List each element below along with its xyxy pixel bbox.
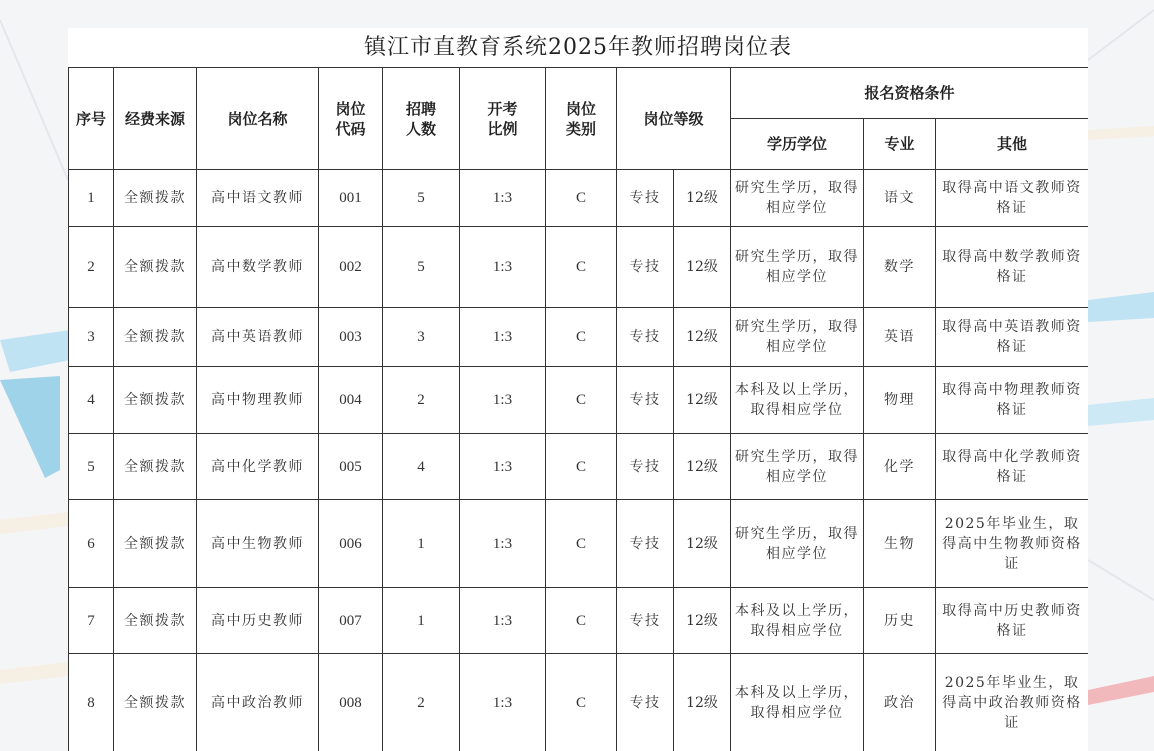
cell-level-grade: 12级 xyxy=(674,170,731,227)
cell-level-type: 专技 xyxy=(617,227,674,308)
cell-education: 研究生学历，取得相应学位 xyxy=(731,308,864,367)
cell-education: 研究生学历，取得相应学位 xyxy=(731,434,864,500)
cell-code: 001 xyxy=(319,170,383,227)
cell-hires: 2 xyxy=(383,654,460,751)
header-seq: 序号 xyxy=(69,68,114,170)
cell-hires: 1 xyxy=(383,588,460,654)
cell-category: C xyxy=(546,367,617,434)
cell-seq: 3 xyxy=(69,308,114,367)
cell-level-grade: 12级 xyxy=(674,500,731,588)
cell-position-name: 高中英语教师 xyxy=(197,308,319,367)
header-funding: 经费来源 xyxy=(114,68,197,170)
cell-category: C xyxy=(546,434,617,500)
header-other: 其他 xyxy=(936,119,1088,170)
cell-other: 取得高中物理教师资格证 xyxy=(936,367,1088,434)
table-row xyxy=(69,588,1089,654)
header-category: 岗位 类别 xyxy=(546,68,617,170)
cell-ratio: 1:3 xyxy=(460,367,546,434)
cell-category: C xyxy=(546,500,617,588)
cell-funding: 全额拨款 xyxy=(114,654,197,751)
cell-major: 生物 xyxy=(864,500,936,588)
cell-position-name: 高中语文教师 xyxy=(197,170,319,227)
cell-level-grade: 12级 xyxy=(674,588,731,654)
cell-code: 008 xyxy=(319,654,383,751)
cell-seq: 6 xyxy=(69,500,114,588)
cell-other: 取得高中数学教师资格证 xyxy=(936,227,1088,308)
cell-level-grade: 12级 xyxy=(674,654,731,751)
cell-seq: 1 xyxy=(69,170,114,227)
cell-major: 物理 xyxy=(864,367,936,434)
cell-education: 本科及以上学历，取得相应学位 xyxy=(731,588,864,654)
cell-education: 本科及以上学历，取得相应学位 xyxy=(731,654,864,751)
cell-major: 语文 xyxy=(864,170,936,227)
cell-funding: 全额拨款 xyxy=(114,227,197,308)
table-row xyxy=(69,170,1089,227)
cell-ratio: 1:3 xyxy=(460,500,546,588)
table-title: 镇江市直教育系统2025年教师招聘岗位表 xyxy=(364,35,792,60)
cell-code: 002 xyxy=(319,227,383,308)
cell-position-name: 高中化学教师 xyxy=(197,434,319,500)
cell-position-name: 高中物理教师 xyxy=(197,367,319,434)
recruitment-table xyxy=(68,67,1088,751)
cell-ratio: 1:3 xyxy=(460,434,546,500)
header-education: 学历学位 xyxy=(731,119,864,170)
cell-hires: 2 xyxy=(383,367,460,434)
cell-major: 化学 xyxy=(864,434,936,500)
cell-other: 取得高中语文教师资格证 xyxy=(936,170,1088,227)
cell-hires: 5 xyxy=(383,227,460,308)
cell-funding: 全额拨款 xyxy=(114,170,197,227)
cell-position-name: 高中数学教师 xyxy=(197,227,319,308)
table-row xyxy=(69,500,1089,588)
cell-level-type: 专技 xyxy=(617,367,674,434)
cell-level-type: 专技 xyxy=(617,500,674,588)
cell-education: 研究生学历，取得相应学位 xyxy=(731,227,864,308)
cell-position-name: 高中政治教师 xyxy=(197,654,319,751)
header-qualification: 报名资格条件 xyxy=(731,68,1088,119)
table-row xyxy=(69,434,1089,500)
cell-education: 研究生学历，取得相应学位 xyxy=(731,500,864,588)
table-row xyxy=(69,367,1089,434)
cell-funding: 全额拨款 xyxy=(114,308,197,367)
cell-hires: 1 xyxy=(383,500,460,588)
cell-other: 取得高中历史教师资格证 xyxy=(936,588,1088,654)
cell-level-grade: 12级 xyxy=(674,434,731,500)
cell-level-type: 专技 xyxy=(617,170,674,227)
cell-category: C xyxy=(546,227,617,308)
cell-ratio: 1:3 xyxy=(460,170,546,227)
cell-major: 英语 xyxy=(864,308,936,367)
cell-category: C xyxy=(546,170,617,227)
cell-education: 研究生学历，取得相应学位 xyxy=(731,170,864,227)
cell-major: 数学 xyxy=(864,227,936,308)
cell-hires: 3 xyxy=(383,308,460,367)
cell-funding: 全额拨款 xyxy=(114,434,197,500)
cell-other: 取得高中化学教师资格证 xyxy=(936,434,1088,500)
cell-hires: 5 xyxy=(383,170,460,227)
cell-hires: 4 xyxy=(383,434,460,500)
header-ratio: 开考 比例 xyxy=(460,68,546,170)
cell-code: 006 xyxy=(319,500,383,588)
cell-seq: 2 xyxy=(69,227,114,308)
cell-category: C xyxy=(546,588,617,654)
header-major: 专业 xyxy=(864,119,936,170)
header-position-code: 岗位 代码 xyxy=(319,68,383,170)
cell-major: 政治 xyxy=(864,654,936,751)
cell-other: 2025年毕业生，取得高中政治教师资格证 xyxy=(936,654,1088,751)
table-row xyxy=(69,308,1089,367)
table-row xyxy=(69,654,1089,751)
cell-code: 005 xyxy=(319,434,383,500)
cell-funding: 全额拨款 xyxy=(114,500,197,588)
cell-ratio: 1:3 xyxy=(460,654,546,751)
cell-education: 本科及以上学历，取得相应学位 xyxy=(731,367,864,434)
cell-funding: 全额拨款 xyxy=(114,588,197,654)
cell-seq: 7 xyxy=(69,588,114,654)
cell-seq: 4 xyxy=(69,367,114,434)
cell-level-type: 专技 xyxy=(617,308,674,367)
cell-other: 2025年毕业生，取得高中生物教师资格证 xyxy=(936,500,1088,588)
cell-position-name: 高中生物教师 xyxy=(197,500,319,588)
cell-seq: 5 xyxy=(69,434,114,500)
cell-ratio: 1:3 xyxy=(460,588,546,654)
cell-code: 003 xyxy=(319,308,383,367)
cell-funding: 全额拨款 xyxy=(114,367,197,434)
cell-category: C xyxy=(546,654,617,751)
cell-ratio: 1:3 xyxy=(460,227,546,308)
header-position-name: 岗位名称 xyxy=(197,68,319,170)
cell-position-name: 高中历史教师 xyxy=(197,588,319,654)
table-row xyxy=(69,227,1089,308)
header-hires: 招聘 人数 xyxy=(383,68,460,170)
cell-level-grade: 12级 xyxy=(674,367,731,434)
cell-other: 取得高中英语教师资格证 xyxy=(936,308,1088,367)
cell-code: 007 xyxy=(319,588,383,654)
cell-level-type: 专技 xyxy=(617,654,674,751)
cell-level-grade: 12级 xyxy=(674,227,731,308)
cell-seq: 8 xyxy=(69,654,114,751)
cell-level-type: 专技 xyxy=(617,434,674,500)
recruitment-table-sheet xyxy=(68,28,1088,751)
cell-category: C xyxy=(546,308,617,367)
cell-code: 004 xyxy=(319,367,383,434)
header-row-top xyxy=(69,68,1089,119)
header-level: 岗位等级 xyxy=(617,68,731,170)
cell-level-grade: 12级 xyxy=(674,308,731,367)
cell-major: 历史 xyxy=(864,588,936,654)
cell-level-type: 专技 xyxy=(617,588,674,654)
cell-ratio: 1:3 xyxy=(460,308,546,367)
